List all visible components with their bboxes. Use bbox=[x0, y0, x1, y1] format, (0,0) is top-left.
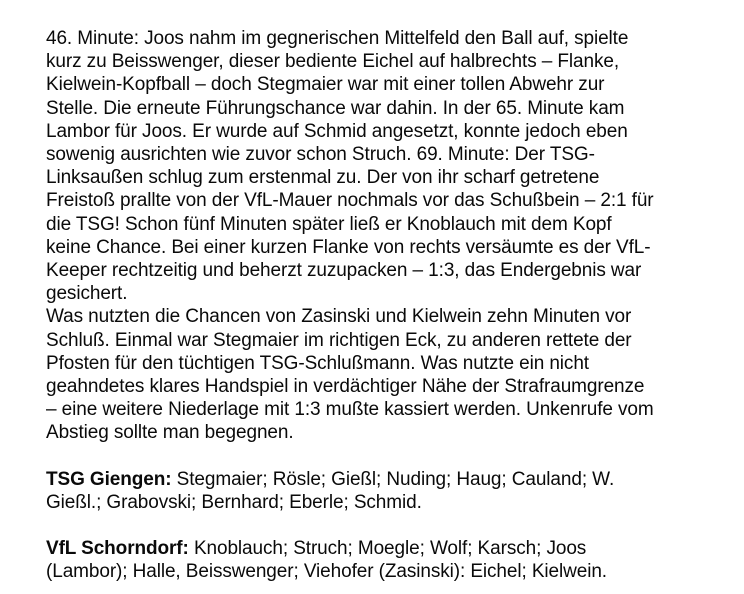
team-tsg-players-line1: Stegmaier; Rösle; Gießl; Nuding; Haug; Cauland; W. bbox=[171, 468, 615, 490]
team-vfl-players-line1: Knoblauch; Struch; Moegle; Wolf; Karsch; Joos bbox=[188, 538, 587, 560]
report-line: gesichert. bbox=[46, 283, 128, 305]
report-line: – eine weitere Niederlage mit 1:3 mußte kassiert werden. Unkenrufe vom bbox=[46, 399, 654, 421]
team-lineup-tsg-giengen bbox=[46, 468, 744, 514]
report-line: Pfosten für den tüchtigen TSG-Schlußmann. Was nutzte ein nicht bbox=[46, 352, 589, 374]
team-lineup-vfl-schorndorf bbox=[46, 537, 744, 583]
team-tsg-players-line2: Gießl.; Grabovski; Bernhard; Eberle; Schmid. bbox=[46, 491, 422, 513]
report-line: keine Chance. Bei einer kurzen Flanke von rechts versäumte es der VfL- bbox=[46, 236, 651, 258]
report-line: Lambor für Joos. Er wurde auf Schmid angesetzt, konnte jedoch eben bbox=[46, 120, 628, 142]
report-line: Schluß. Einmal war Stegmaier im richtigen Eck, zu anderen rettete der bbox=[46, 329, 632, 351]
team-tsg-name: TSG Giengen: bbox=[46, 468, 172, 490]
report-line: Kielwein-Kopfball – doch Stegmaier war mit einer tollen Abwehr zur bbox=[46, 74, 605, 96]
paragraph-gap bbox=[46, 514, 744, 537]
report-line: Was nutzten die Chancen von Zasinski und Kielwein zehn Minuten vor bbox=[46, 306, 632, 328]
report-line: Keeper rechtzeitig und beherzt zuzupacken – 1:3, das Endergebnis war bbox=[46, 260, 642, 282]
report-line: sowenig ausrichten wie zuvor schon Struch. 69. Minute: Der TSG- bbox=[46, 144, 595, 166]
team-vfl-name: VfL Schorndorf: bbox=[46, 538, 189, 560]
match-report-paragraph bbox=[46, 27, 744, 445]
report-line: Freistoß prallte von der VfL-Mauer nochmals vor das Schußbein – 2:1 für bbox=[46, 190, 654, 212]
team-tsg-line1 bbox=[46, 468, 744, 491]
team-vfl-players-line2: (Lambor); Halle, Beisswenger; Viehofer (Zasinski): Eichel; Kielwein. bbox=[46, 561, 607, 583]
report-line: die TSG! Schon fünf Minuten später ließ er Knoblauch mit dem Kopf bbox=[46, 213, 612, 235]
report-line: Linksaußen schlug zum erstenmal zu. Der von ihr scharf getretene bbox=[46, 167, 600, 189]
team-vfl-line1 bbox=[46, 537, 744, 560]
report-line: 46. Minute: Joos nahm im gegnerischen Mittelfeld den Ball auf, spielte bbox=[46, 28, 629, 49]
report-line: kurz zu Beisswenger, dieser bediente Eichel auf halbrechts – Flanke, bbox=[46, 51, 620, 73]
report-line: geahndetes klares Handspiel in verdächtiger Nähe der Strafraumgrenze bbox=[46, 376, 645, 398]
report-line: Abstieg sollte man begegnen. bbox=[46, 422, 294, 444]
report-line: Stelle. Die erneute Führungschance war dahin. In der 65. Minute kam bbox=[46, 97, 625, 119]
paragraph-gap bbox=[46, 445, 744, 468]
